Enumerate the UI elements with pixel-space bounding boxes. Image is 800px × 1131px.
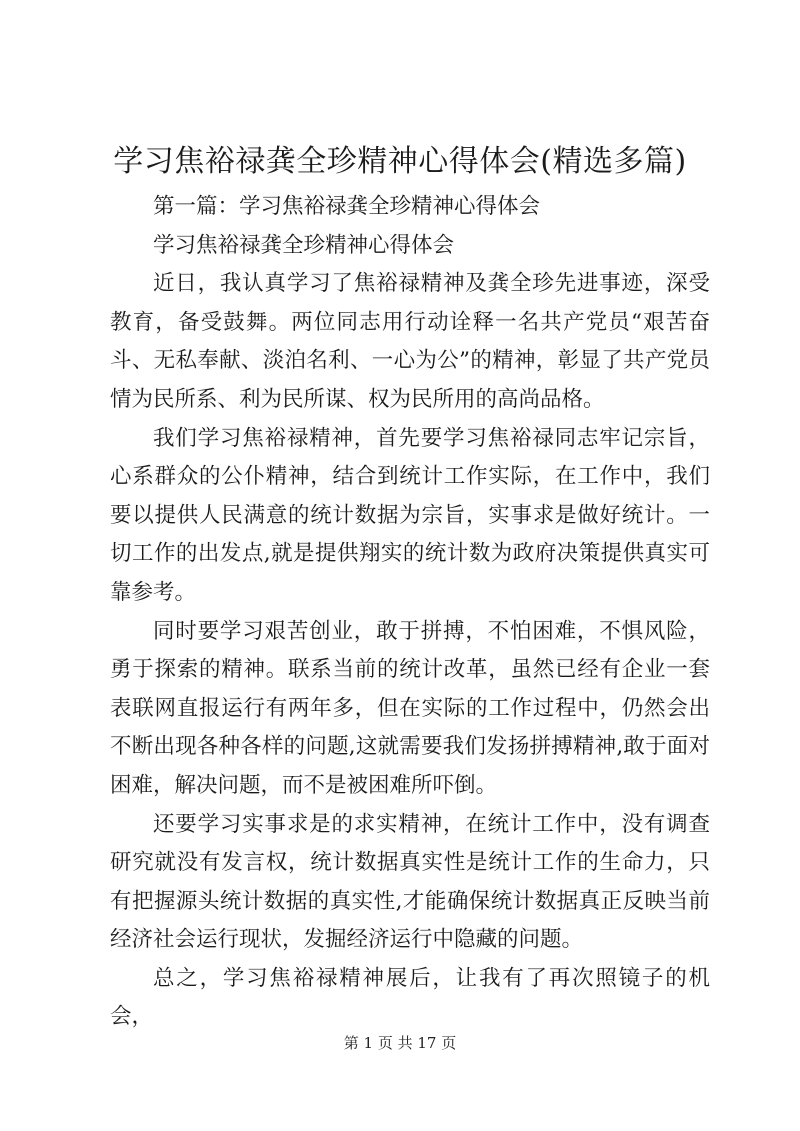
page-number-footer: 第 1 页 共 17 页 — [343, 1034, 457, 1052]
document-body — [110, 188, 710, 1037]
paragraph: 近日，我认真学习了焦裕禄精神及龚全珍先进事迹，深受教育，备受鼓舞。两位同志用行动诠释一名共产党员“艰苦奋斗、无私奉献、淡泊名利、一心为公”的精神，彰显了共产党员情为民所系、利为民所谋、权为民所用的高尚品格。 — [110, 271, 710, 412]
paragraph: 我们学习焦裕禄精神，首先要学习焦裕禄同志牢记宗旨，心系群众的公仆精神，结合到统计工作实际，在工作中，我们要以提供人民满意的统计数据为宗旨，实事求是做好统计。一切工作的出发点,就是提供翔实的统计数为政府决策提供真实可靠参考。 — [110, 425, 710, 605]
paragraph: 还要学习实事求是的求实精神，在统计工作中，没有调查研究就没有发言权，统计数据真实性是统计工作的生命力，只有把握源头统计数据的真实性,才能确保统计数据真正反映当前经济社会运行现状，发掘经济运行中隐藏的问题。 — [110, 811, 710, 953]
paragraph: 同时要学习艰苦创业，敢于拼搏，不怕困难，不惧风险，勇于探索的精神。联系当前的统计改革，虽然已经有企业一套表联网直报运行有两年多，但在实际的工作过程中，仍然会出不断出现各种各样的问题,这就需要我们发扬拼搏精神,敢于面对困难，解决问题，而不是被困难所吓倒。 — [110, 618, 710, 798]
article-subtitle: 学习焦裕禄龚全珍精神心得体会 — [153, 232, 455, 258]
document-title: 学习焦裕禄龚全珍精神心得体会(精选多篇) — [113, 144, 687, 179]
section-heading: 第一篇：学习焦裕禄龚全珍精神心得体会 — [153, 194, 541, 219]
paragraph: 总之，学习焦裕禄精神展后，让我有了再次照镜子的机会， — [110, 965, 710, 1030]
